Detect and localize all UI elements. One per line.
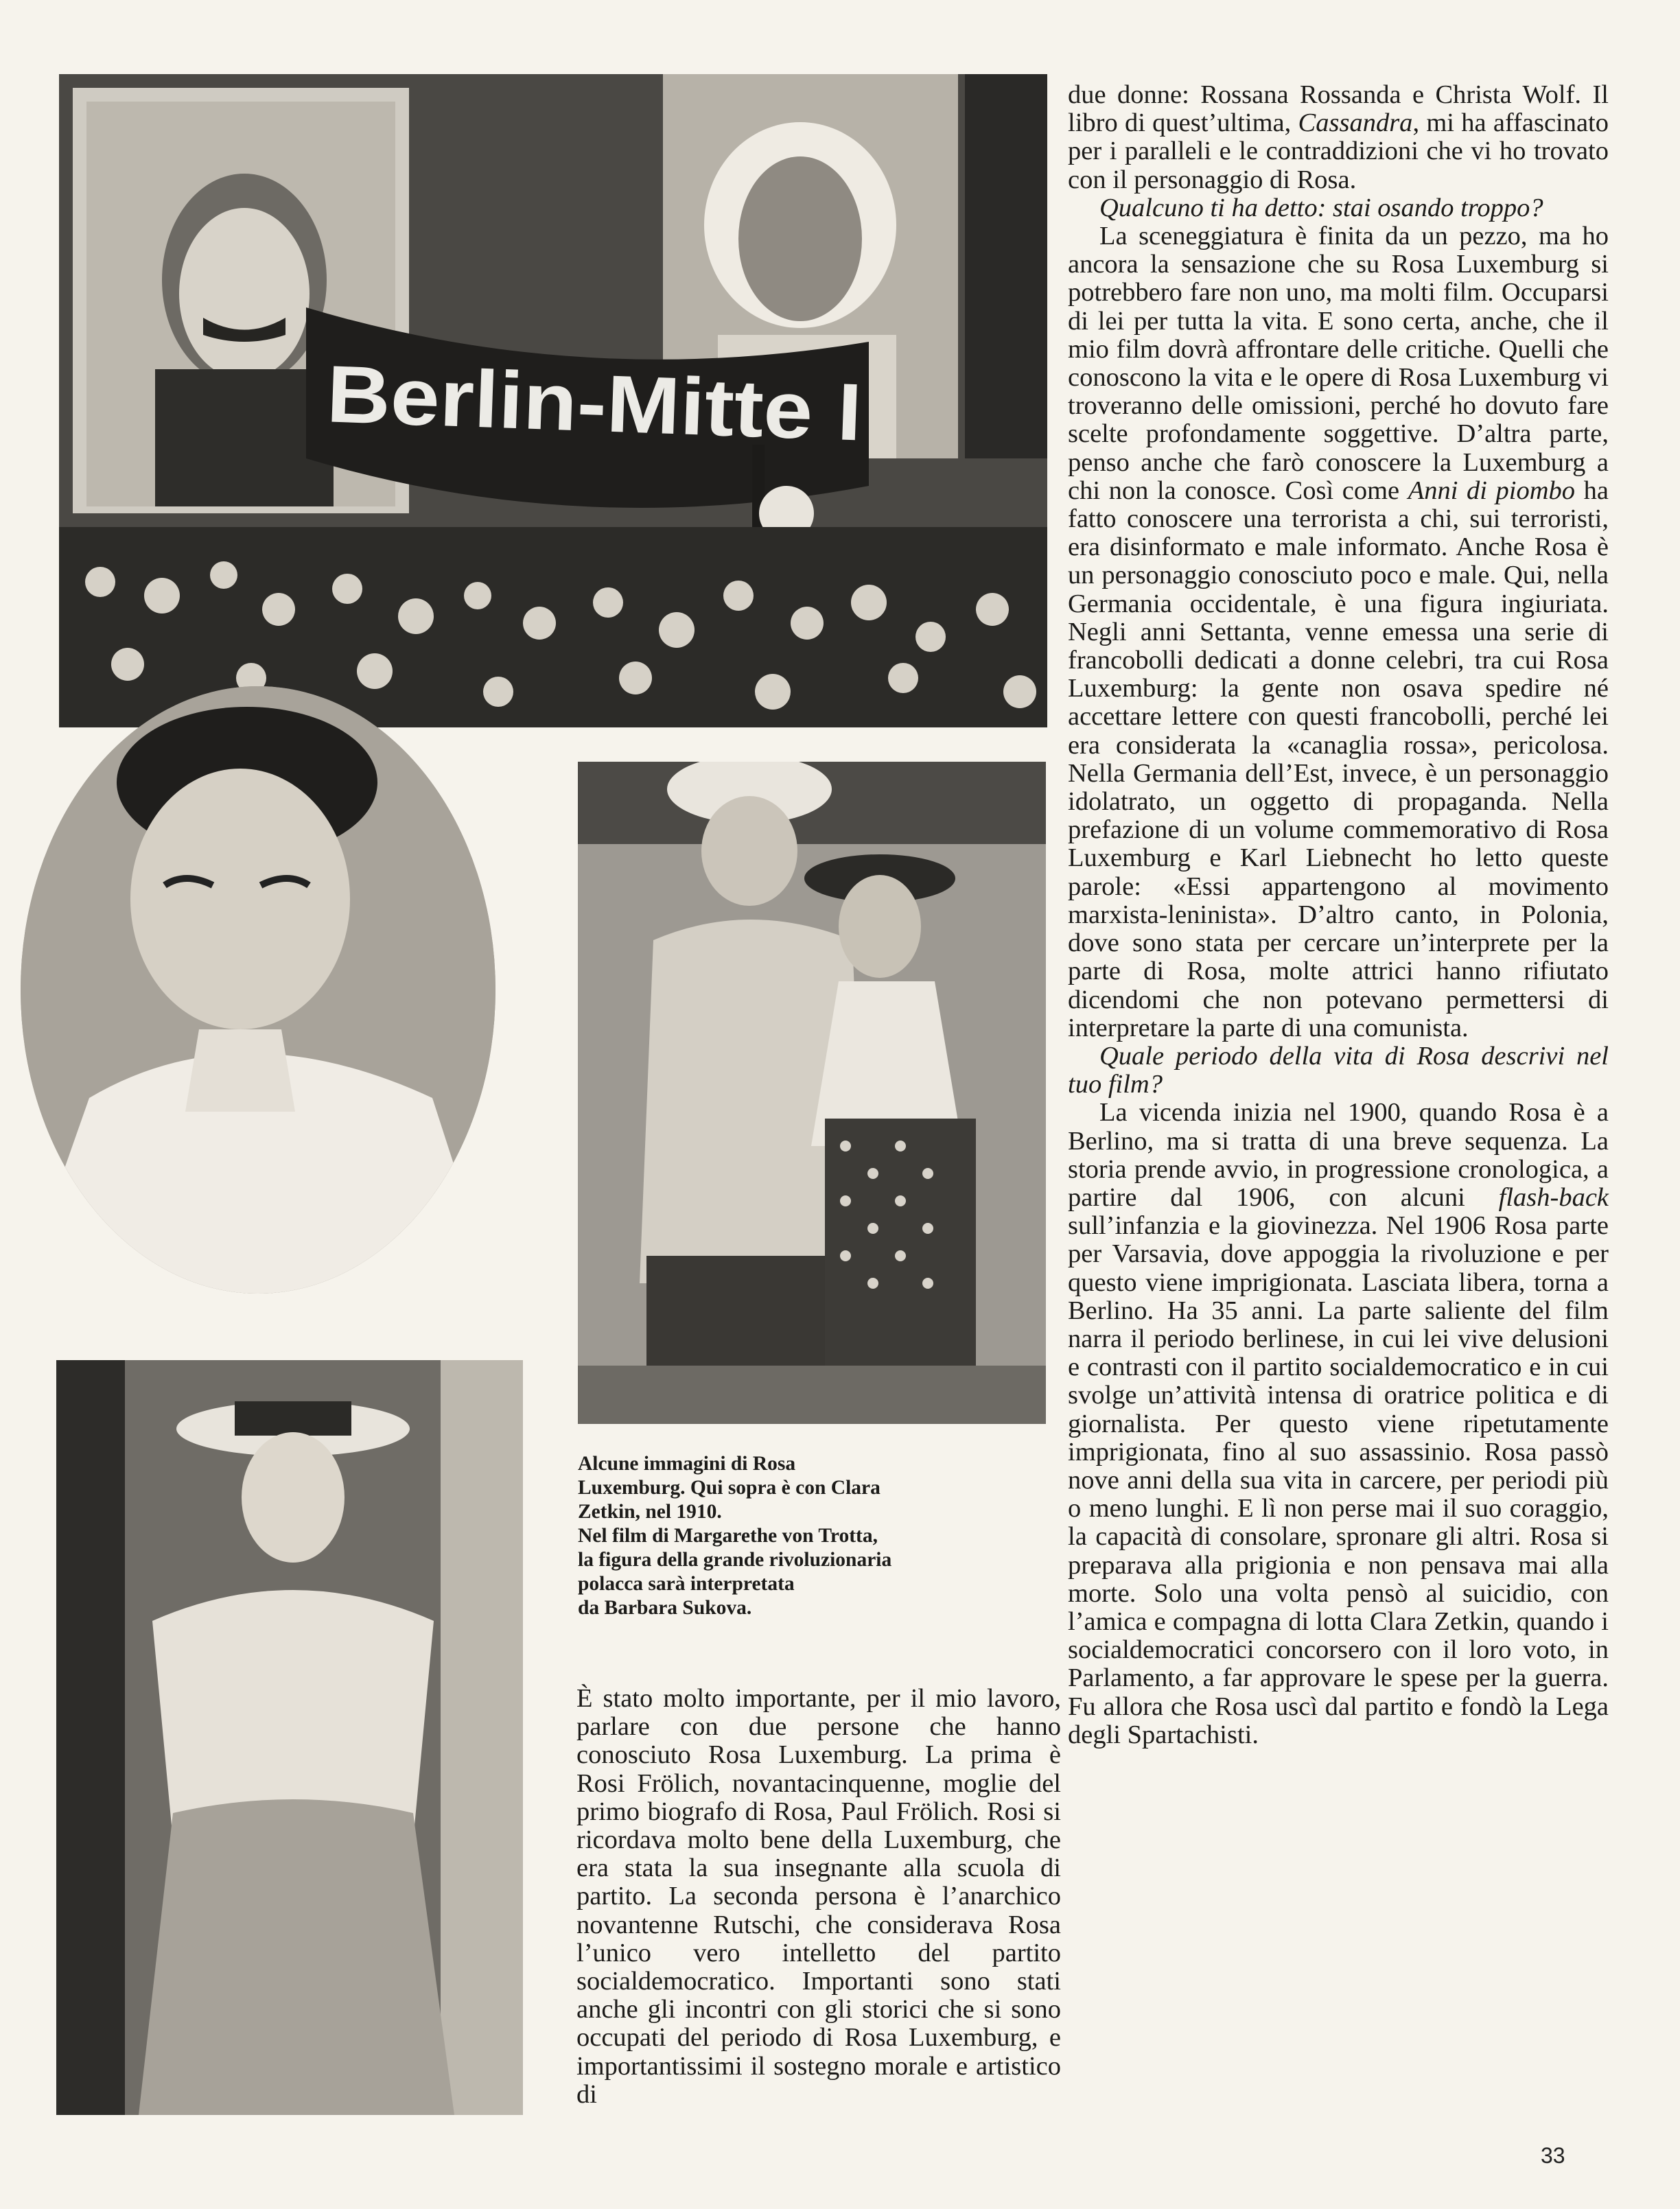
caption-line: la figura della grande rivoluzionaria	[578, 1549, 892, 1571]
text-run: La sceneggiatura è finita da un pezzo, ma ho ancora la sensazione che su Rosa Luxemburg si potrebbero fare non uno, ma molti film. Occuparsi di lei per tutta la vita. E sono certa, anche, che il mio film dovrà affrontare delle critiche. Quelli che conoscono la vita e le opere di Rosa Luxemburg vi troveranno delle omissioni, perché ho dovuto fare scelte profondamente soggettive. D’altra parte, penso anche che farò conoscere la Luxemburg a chi non la conosce. Così come	[1068, 222, 1609, 505]
caption-line: Luxemburg. Qui sopra è con Clara	[578, 1477, 880, 1499]
title-anni-di-piombo: Anni di piombo	[1408, 476, 1576, 505]
photo-oval-portrait	[21, 686, 495, 1294]
caption-line: Alcune immagini di Rosa	[578, 1453, 796, 1475]
photo-walking-with-clara-zetkin	[578, 762, 1046, 1424]
photo-caption	[578, 1452, 1003, 1620]
photo-woman-with-hat	[56, 1360, 523, 2115]
caption-line: Nel film di Margarethe von Trotta,	[578, 1525, 878, 1547]
banner-text: Berlin-Mitte I	[325, 349, 819, 457]
walking-photo-graphic	[578, 762, 1046, 1424]
oval-portrait-graphic	[21, 686, 495, 1294]
text-run: sull’infanzia e la giovinezza. Nel 1906 Rosa parte per Varsavia, dove appoggia la rivoluzione e per questo viene imprigionata. Lasciata libera, torna a Berlino. Ha 35 anni. La parte saliente del film narra il periodo berlinese, in cui lei vive delusioni e contrasti con il partito socialdemocratico e in cui svolge un’attività intensa di oratrice politica e di giornalista. Per questo viene ripetutamente imprigionata, fino al suo assassinio. Rosa passò nove anni della sua vita in carcere, per periodi più o meno lunghi. E lì non perse mai il suo coraggio, la capacità di consolare, spronare gli altri. Rosa si preparava alla prigionia e non pensava mai alla morte. Solo una volta pensò al suicidio, con l’amica e compagna di lotta Clara Zetkin, quando i socialdemocratici concorsero con il loro voto, in Parlamento, a far approvare le spese per la guerra. Fu allora che Rosa uscì dal partito e fondò la Lega degli Spartachisti.	[1068, 1211, 1609, 1749]
answer-2	[1068, 1099, 1609, 1749]
text-run: ha fatto conoscere una terrorista a chi, sui terroristi, era disinformato e male informato. Anche Rosa è un personaggio conosciuto poco e male. Qui, nella Germania occidentale, è una figura ingiuriata. Negli anni Settanta, venne emessa una serie di francobolli dedicati a donne celebri, tra cui Rosa Luxemburg: la gente non osava spedire né accettare lettere con questi francobolli, perché lei era considerata la «canaglia rossa», pericolosa. Nella Germania dell’Est, invece, è un personaggio idolatrato, un oggetto di propaganda. Nella prefazione di un volume commemorativo di Rosa Luxemburg e Karl Liebnecht ho letto queste parole: «Essi appartengono al movimento marxista-leninista». D’altro canto, in Polonia, dove sono stata per cercare un’interprete per la parte di Rosa, molte attrici hanno rifiutato dicendomi che non potevano permettersi di interpretare la parte di una comunista.	[1068, 476, 1609, 1042]
hat-photo-graphic	[56, 1360, 523, 2115]
question-1: Qualcuno ti ha detto: stai osando troppo?	[1099, 193, 1543, 222]
answer-1	[1068, 222, 1609, 1042]
caption-line: polacca sarà interpretata	[578, 1573, 795, 1595]
caption-line: Zetkin, nel 1910.	[578, 1501, 722, 1523]
caption-line: da Barbara Sukova.	[578, 1597, 752, 1619]
article-column-middle	[576, 1685, 1061, 2109]
text-run: , mi ha affascinato per i paralleli e le contraddizioni che vi ho trovato con il personaggio di Rosa.	[1068, 108, 1609, 194]
page-number: 33	[1541, 2143, 1565, 2168]
banner-photo-graphic	[59, 74, 1047, 727]
term-flash-back: flash-back	[1498, 1182, 1609, 1212]
paragraph-interviews: È stato molto importante, per il mio lavoro, parlare con due persone che hanno conosciuto Rosa Luxemburg. La prima è Rosi Frölich, novantacinquenne, moglie del primo biografo di Rosa, Paul Frölich. Rosi si ricordava molto bene della Luxemburg, che era stata la sua insegnante alla scuola di partito. La seconda persona è l’anarchico novantenne Rutschi, che considerava Rosa l’unico vero intelletto del partito socialdemocratico. Importanti sono stati anche gli incontri con gli storici che si sono occupati del periodo di Rosa Luxemburg, e importantissimi il sostegno morale e artistico di	[576, 1684, 1061, 2109]
text-run: due donne: Rossana Rossanda e Christa Wolf. Il libro di quest’ultima,	[1068, 80, 1609, 138]
question-2: Quale periodo della vita di Rosa descrivi nel tuo film?	[1068, 1041, 1609, 1099]
photo-banner-demonstration	[59, 74, 1047, 727]
title-cassandra: Cassandra	[1298, 108, 1413, 138]
paragraph-intro	[1068, 81, 1609, 194]
article-column-right	[1068, 81, 1609, 1749]
text-run: La vicenda inizia nel 1900, quando Rosa è a Berlino, ma si tratta di una breve sequenza. La storia prende avvio, in progressione cronologica, a partire dal 1906, con alcuni	[1068, 1098, 1609, 1212]
